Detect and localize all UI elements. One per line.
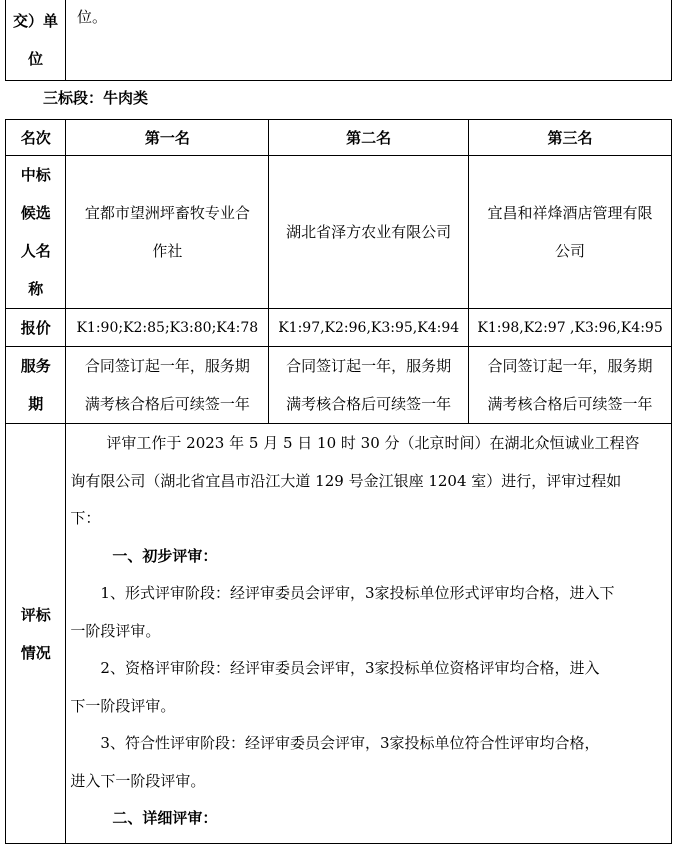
- review-row: [6, 424, 672, 844]
- header-first: 第一名: [66, 120, 269, 156]
- main-table: [5, 119, 672, 844]
- candidate-first-line-1: 宜都市望洲坪畜牧专业合: [84, 204, 250, 222]
- candidate-third-line-1: 宜昌和祥烽酒店管理有限: [487, 204, 653, 222]
- service-first-line-1: 合同签订起一年，服务期: [84, 357, 250, 375]
- service-first: [66, 347, 269, 424]
- review-content: [66, 424, 672, 844]
- header-row: [6, 120, 672, 156]
- review-item-1-line-2: 一阶段评审。: [70, 621, 161, 640]
- review-item-3-line-2: 进入下一阶段评审。: [70, 771, 206, 790]
- service-label-line-2: 期: [28, 395, 44, 413]
- header-rank: 名次: [6, 120, 66, 156]
- header-second: 第二名: [269, 120, 469, 156]
- service-third-line-2: 满考核合格后可续签一年: [487, 395, 653, 413]
- section-title: 三标段：牛肉类: [43, 89, 149, 107]
- service-third: [469, 347, 672, 424]
- header-third: 第三名: [469, 120, 672, 156]
- candidate-label-line-3: 人名: [20, 242, 51, 260]
- price-second: K1:97,K2:96,K3:95,K4:94: [269, 309, 469, 347]
- review-label-line-2: 情况: [20, 643, 51, 662]
- price-label: 报价: [6, 309, 66, 347]
- review-intro-line-2: 询有限公司（湖北省宜昌市沿江大道 129 号金江银座 1204 室）进行，评审过程如: [70, 471, 622, 490]
- candidate-second-line-1: 湖北省泽方农业有限公司: [286, 223, 452, 241]
- service-first-line-2: 满考核合格后可续签一年: [84, 395, 250, 413]
- service-second-line-1: 合同签订起一年，服务期: [286, 357, 452, 375]
- candidate-second: [269, 156, 469, 309]
- service-row: [6, 347, 672, 424]
- candidate-first: [66, 156, 269, 309]
- service-label: [6, 347, 66, 424]
- candidate-label-line-2: 候选: [20, 204, 51, 222]
- top-label-line-1: 交）单: [12, 12, 58, 30]
- review-label: [6, 424, 66, 844]
- top-table: [5, 0, 672, 81]
- review-item-3-line-1: 3、符合性评审阶段：经评审委员会评审，3家投标单位符合性评审均合格，: [100, 734, 600, 752]
- price-row: [6, 309, 672, 347]
- top-table-label: [6, 0, 66, 81]
- review-heading-1: 一、初步评审：: [112, 546, 218, 565]
- review-intro-line-3: 下：: [70, 509, 101, 527]
- review-item-2-line-1: 2、资格评审阶段：经评审委员会评审，3家投标单位资格评审均合格，进入: [100, 659, 600, 677]
- review-item-1-line-1: 1、形式评审阶段：经评审委员会评审，3家投标单位形式评审均合格，进入下: [100, 584, 615, 602]
- review-heading-2: 二、详细评审：: [112, 809, 218, 827]
- candidate-third-line-2: 公司: [555, 242, 586, 260]
- price-third: K1:98,K2:97 ,K3:96,K4:95: [469, 309, 672, 347]
- review-label-line-1: 评标: [20, 605, 51, 624]
- candidate-third: [469, 156, 672, 309]
- service-third-line-1: 合同签订起一年，服务期: [487, 357, 653, 375]
- review-item-2-line-2: 下一阶段评审。: [70, 696, 176, 715]
- top-label-line-2: 位: [27, 50, 43, 68]
- candidate-label-line-1: 中标: [20, 166, 51, 184]
- service-label-line-1: 服务: [20, 357, 51, 375]
- service-second-line-2: 满考核合格后可续签一年: [286, 395, 452, 413]
- top-value-text: 位。: [77, 8, 108, 26]
- candidate-label: [6, 156, 66, 309]
- candidate-first-line-2: 作社: [152, 242, 183, 260]
- service-second: [269, 347, 469, 424]
- price-first: K1:90;K2:85;K3:80;K4:78: [66, 309, 269, 347]
- review-intro-line-1: 评审工作于 2023 年 5 月 5 日 10 时 30 分（北京时间）在湖北众恒诚业工程咨: [106, 434, 640, 452]
- candidate-row: [6, 156, 672, 309]
- top-table-value: [66, 0, 672, 81]
- candidate-label-line-4: 称: [28, 280, 44, 298]
